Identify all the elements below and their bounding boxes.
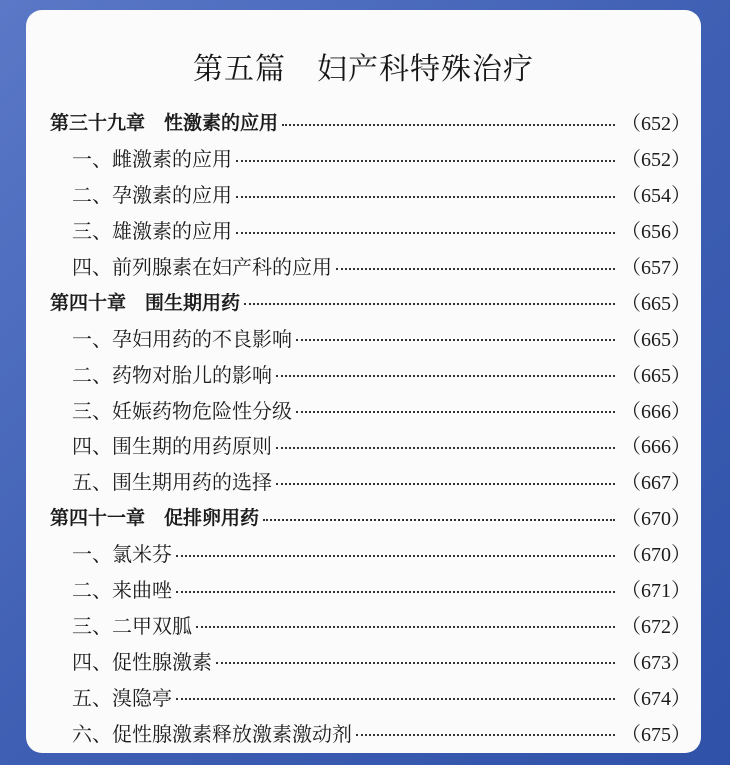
dot-leader [196,626,615,628]
section-title: 一、雌激素的应用 [72,147,232,172]
dot-leader [176,591,615,593]
page-number: （666） [621,436,691,459]
dot-leader [236,196,615,198]
dot-leader [244,303,615,305]
dot-leader [276,375,615,377]
toc-chapter-row [50,499,691,535]
toc-section-row [50,535,691,571]
toc-section-row [50,355,691,391]
page-number: （665） [621,328,691,351]
chapter-title: 第四十一章 促排卵用药 [50,507,260,530]
section-title: 三、二甲双胍 [72,613,192,638]
toc-section-row [50,642,691,678]
table-of-contents [50,104,691,750]
page-number: （654） [621,185,691,208]
dot-leader [336,268,615,270]
page-number: （671） [621,580,691,603]
dot-leader [216,662,615,664]
dot-leader [236,160,615,162]
page-number: （674） [621,687,691,710]
page-number: （675） [621,723,691,746]
section-title: 二、孕激素的应用 [72,183,232,208]
dot-leader [296,411,615,413]
section-title: 四、围生期的用药原则 [72,434,272,459]
section-title: 三、妊娠药物危险性分级 [72,398,292,423]
section-title: 二、药物对胎儿的影响 [72,362,272,387]
toc-chapter-row [50,104,691,140]
section-title: 三、雄激素的应用 [72,219,232,244]
toc-section-row [50,212,691,248]
section-title: 五、溴隐亭 [72,685,172,710]
dot-leader [176,698,615,700]
page-number: （665） [621,292,691,315]
toc-section-row [50,319,691,355]
section-title: 二、来曲唑 [72,578,172,603]
toc-section-row [50,248,691,284]
page-number: （673） [621,651,691,674]
page-number: （665） [621,364,691,387]
toc-section-row [50,391,691,427]
page-number: （652） [621,149,691,172]
document-page [26,10,701,753]
page-number: （670） [621,544,691,567]
toc-section-row [50,606,691,642]
toc-section-row [50,714,691,750]
section-title: 四、促性腺激素 [72,649,212,674]
page-number: （657） [621,257,691,279]
page-number: （652） [621,113,691,136]
section-title: 六、促性腺激素释放激素激动剂 [72,721,352,746]
toc-section-row [50,140,691,176]
chapter-title: 第四十章 围生期用药 [50,291,241,314]
dot-leader [236,232,615,234]
dot-leader [276,447,615,449]
toc-section-row [50,176,691,212]
page-number: （670） [621,508,691,531]
toc-section-row [50,463,691,499]
section-title: 四、前列腺素在妇产科的应用 [72,255,332,279]
dot-leader [263,519,615,521]
part-title: 第五篇 妇产科特殊治疗 [193,52,534,87]
toc-section-row [50,678,691,714]
toc-chapter-row [50,283,691,319]
section-title: 一、氯米芬 [72,542,172,567]
section-title: 五、围生期用药的选择 [72,470,272,495]
chapter-title: 第三十九章 性激素的应用 [50,112,279,135]
page-number: （672） [621,615,691,638]
page-number: （667） [621,472,691,495]
toc-section-row [50,427,691,463]
dot-leader [276,483,615,485]
dot-leader [296,339,615,341]
toc-section-row [50,571,691,607]
page-number: （666） [621,400,691,423]
dot-leader [176,555,615,557]
dot-leader [282,124,615,126]
dot-leader [356,734,615,736]
page-number: （656） [621,221,691,244]
section-title: 一、孕妇用药的不良影响 [72,326,292,351]
